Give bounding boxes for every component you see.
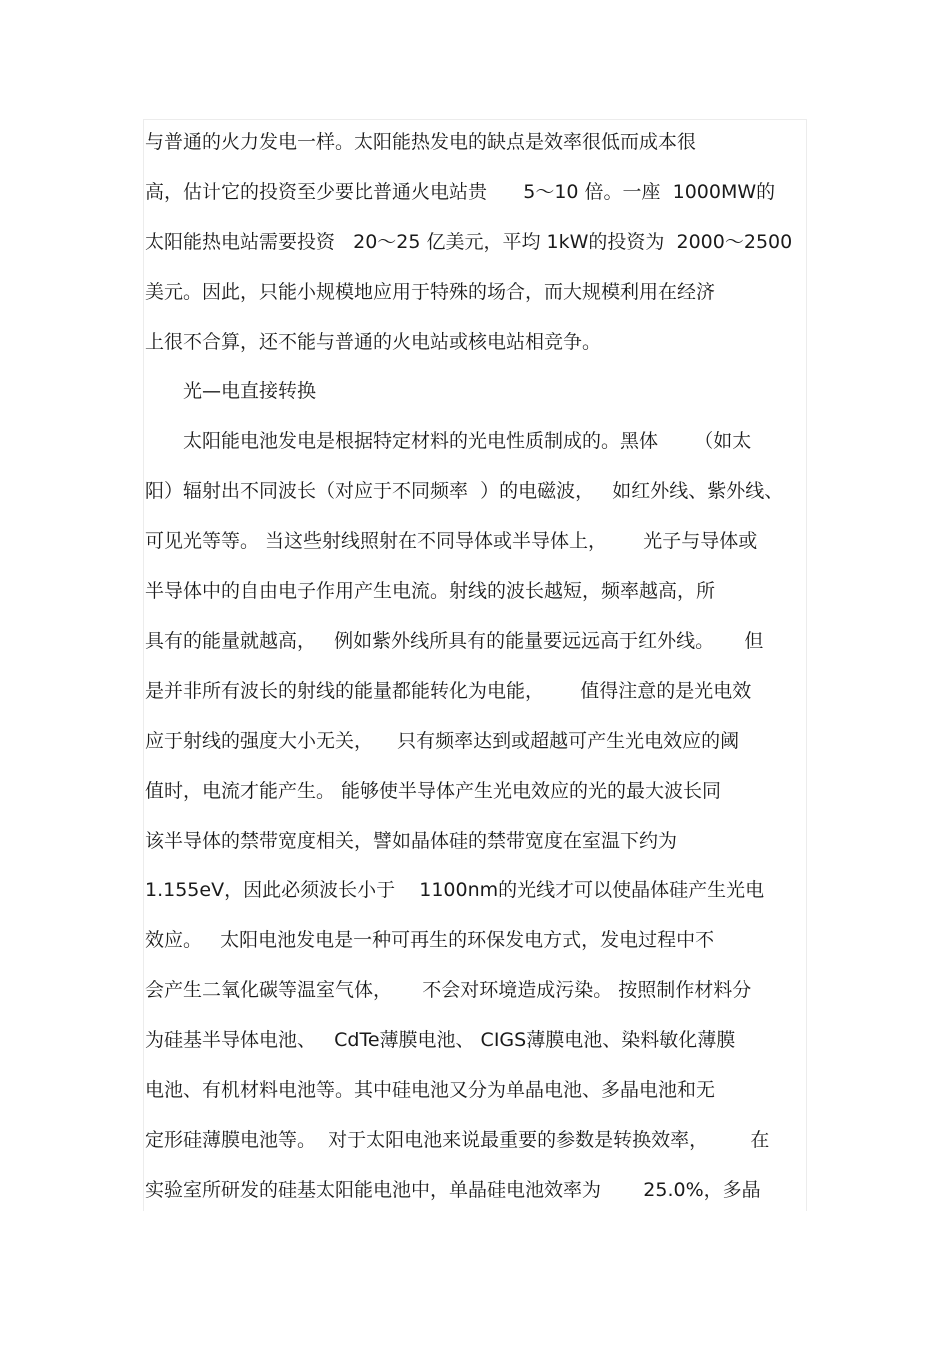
text-line: 定形硅薄膜电池等。 对于太阳电池来说最重要的参数是转换效率， 在 xyxy=(145,1129,770,1151)
text-line: 高，估计它的投资至少要比普通火电站贵 5～10 倍。一座 1000MW的 xyxy=(145,181,776,203)
text-line: 电池、有机材料电池等。其中硅电池又分为单晶电池、多晶电池和无 xyxy=(145,1079,716,1101)
text-line: 美元。因此，只能小规模地应用于特殊的场合，而大规模利用在经济 xyxy=(145,281,716,303)
text-line: 该半导体的禁带宽度相关，譬如晶体硅的禁带宽度在室温下约为 xyxy=(145,830,678,852)
text-line: 太阳能电池发电是根据特定材料的光电性质制成的。黑体 （如太 xyxy=(183,430,752,452)
text-line: 半导体中的自由电子作用产生电流。射线的波长越短，频率越高，所 xyxy=(145,580,716,602)
text-line: 具有的能量就越高， 例如紫外线所具有的能量要远远高于红外线。 但 xyxy=(145,630,764,652)
text-line: 应于射线的强度大小无关， 只有频率达到或超越可产生光电效应的阈 xyxy=(145,730,740,752)
section-heading: 光—电直接转换 xyxy=(183,380,317,402)
text-line: 实验室所研发的硅基太阳能电池中，单晶硅电池效率为 25.0%，多晶 xyxy=(145,1179,761,1201)
text-line: 会产生二氧化碳等温室气体， 不会对环境造成污染。 按照制作材料分 xyxy=(145,979,752,1001)
text-line: 可见光等等。 当这些射线照射在不同导体或半导体上， 光子与导体或 xyxy=(145,530,758,552)
text-line: 太阳能热电站需要投资 20～25 亿美元，平均 1kW的投资为 2000～2500 xyxy=(145,231,793,253)
text-line: 为硅基半导体电池、 CdTe薄膜电池、 CIGS薄膜电池、染料敏化薄膜 xyxy=(145,1029,736,1051)
text-line: 效应。 太阳电池发电是一种可再生的环保发电方式，发电过程中不 xyxy=(145,929,715,951)
text-line: 上很不合算，还不能与普通的火电站或核电站相竞争。 xyxy=(145,331,602,353)
text-line: 与普通的火力发电一样。太阳能热发电的缺点是效率很低而成本很 xyxy=(145,131,697,153)
text-line: 阳）辐射出不同波长（对应于不同频率 ）的电磁波， 如红外线、紫外线、 xyxy=(145,480,784,502)
text-line: 1.155eV，因此必须波长小于 1100nm的光线才可以使晶体硅产生光电 xyxy=(145,879,765,901)
text-line: 值时，电流才能产生。 能够使半导体产生光电效应的光的最大波长同 xyxy=(145,780,722,802)
text-line: 是并非所有波长的射线的能量都能转化为电能， 值得注意的是光电效 xyxy=(145,680,752,702)
